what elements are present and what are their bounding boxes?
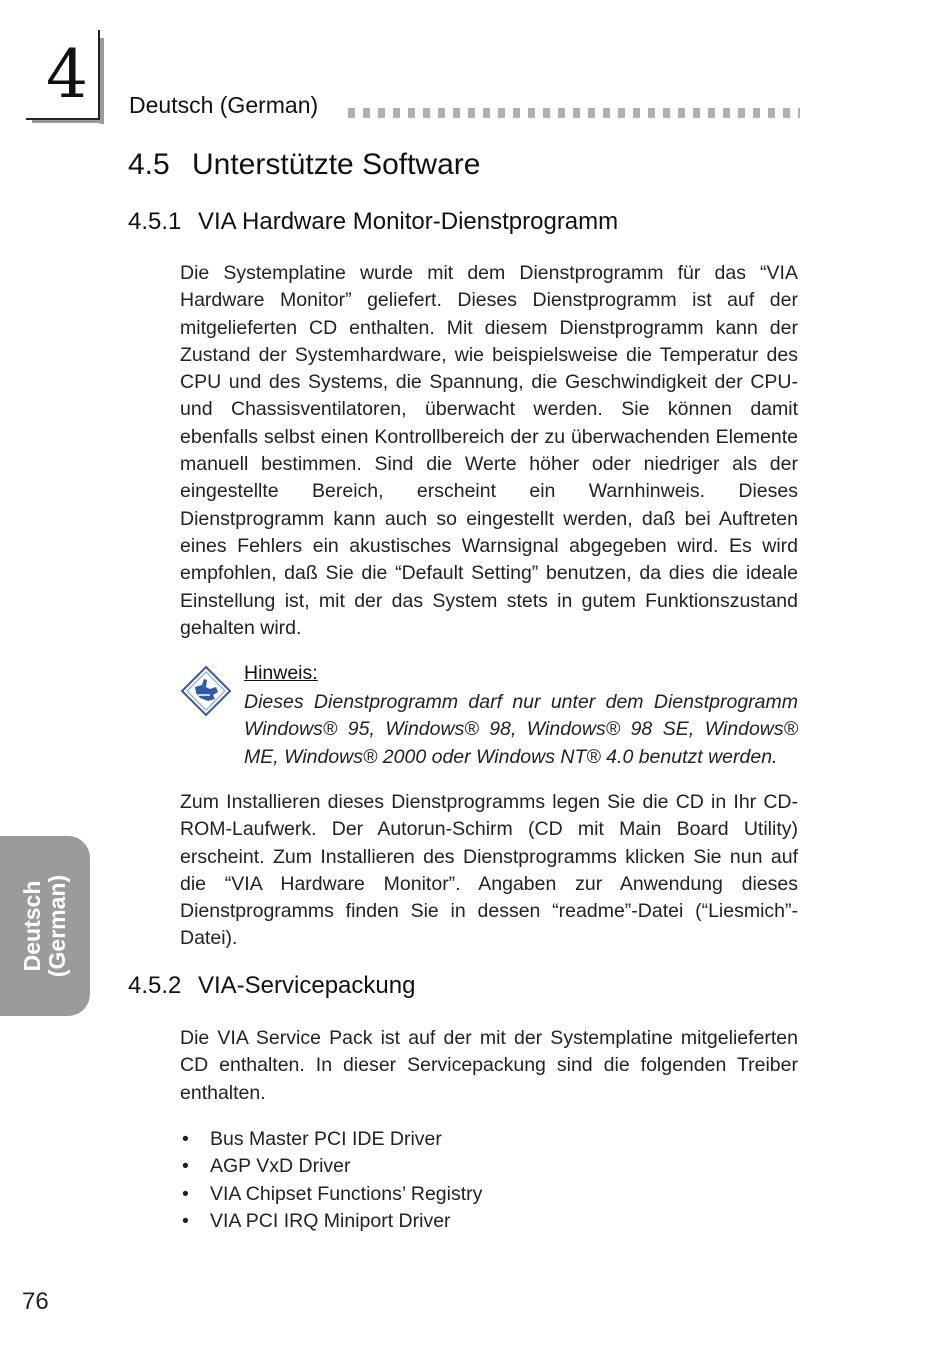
- driver-list: [180, 1126, 482, 1235]
- subsection-1-title: VIA Hardware Monitor-Dienstprogramm: [198, 208, 619, 235]
- list-item: • VIA Chipset Functions’ Registry: [180, 1181, 482, 1208]
- subsection-2-heading: [128, 972, 415, 1000]
- section-title: Unterstützte Software: [192, 148, 481, 181]
- subsection-1-number: 4.5.1: [128, 208, 182, 235]
- section-heading: [128, 148, 480, 182]
- list-item: • Bus Master PCI IDE Driver: [180, 1126, 482, 1153]
- service-pack-paragraph: Die VIA Service Pack ist auf der mit der Systemplatine mitgelieferten CD enthalten. In dieser Servicepackung sind die folgenden Treiber enthalten.: [180, 1027, 798, 1104]
- note-hand-icon: [180, 665, 232, 717]
- hardware-monitor-paragraph: Die Systemplatine wurde mit dem Dienstprogramm für das “VIA Hardware Monitor” geliefert. Dieses Dienstprogramm ist auf der mitgelieferten CD enthalten. Mit diesem Dienstprogramm kann der Zustand der Systemhardware, wie beispielsweise die Temperatur des CPU und des Systems, die Spannung, die Geschwindigkeit der CPU- und Chassisventilatoren, überwacht werden. Sie können damit ebenfalls selbst einen Kontrollbereich der zu überwachenden Elemente manuell bestimmen. Sind die Werte höher oder niedriger als der eingestellte Bereich, erscheint ein Warnhinweis. Dieses Dienstprogramm kann auch so eingestellt werden, daß bei Auftreten eines Fehlers ein akustisches Warnsignal abgegeben wird. Es wird empfohlen, daß Sie die “Default Setting” benutzen, da dies die ideale Einstellung ist, mit der das System stets in gutem Funktionszustand gehalten wird.: [180, 262, 798, 639]
- side-tab-line1: Deutsch: [19, 880, 45, 972]
- section-number: 4.5: [128, 148, 170, 181]
- subsection-2-number: 4.5.2: [128, 972, 182, 999]
- side-tab-line2: (German): [44, 874, 70, 978]
- page-number: 76: [22, 1288, 49, 1315]
- language-side-tab: [0, 836, 90, 1016]
- install-paragraph: Zum Installieren dieses Dienstprogramms legen Sie die CD in Ihr CD-ROM-Laufwerk. Der Autorun-Schirm (CD mit Main Board Utility) erscheint. Zum Installieren des Dienstprogramms klicken Sie nun auf die “VIA Hardware Monitor”. Angaben zur Anwendung dieses Dienstprogramms finden Sie in dessen “readme”-Datei (“Liesmich”-Datei).: [180, 791, 798, 950]
- dotted-rule: [348, 108, 800, 118]
- subsection-2-title: VIA-Servicepackung: [198, 972, 416, 999]
- note-title: Hinweis:: [244, 662, 318, 684]
- side-tab-label: [20, 875, 70, 977]
- list-item: • VIA PCI IRQ Miniport Driver: [180, 1208, 482, 1235]
- running-head: Deutsch (German): [129, 92, 319, 118]
- chapter-number-box: [26, 30, 100, 118]
- chapter-number: 4: [46, 36, 88, 113]
- subsection-1-heading: [128, 208, 618, 236]
- list-item: • AGP VxD Driver: [180, 1153, 482, 1180]
- note-text: Dieses Dienstprogramm darf nur unter dem Dienstprogramm Windows® 95, Windows® 98, Windows® 98 SE, Windows® ME, Windows® 2000 oder Windows NT® 4.0 benutzt werden.: [244, 691, 798, 768]
